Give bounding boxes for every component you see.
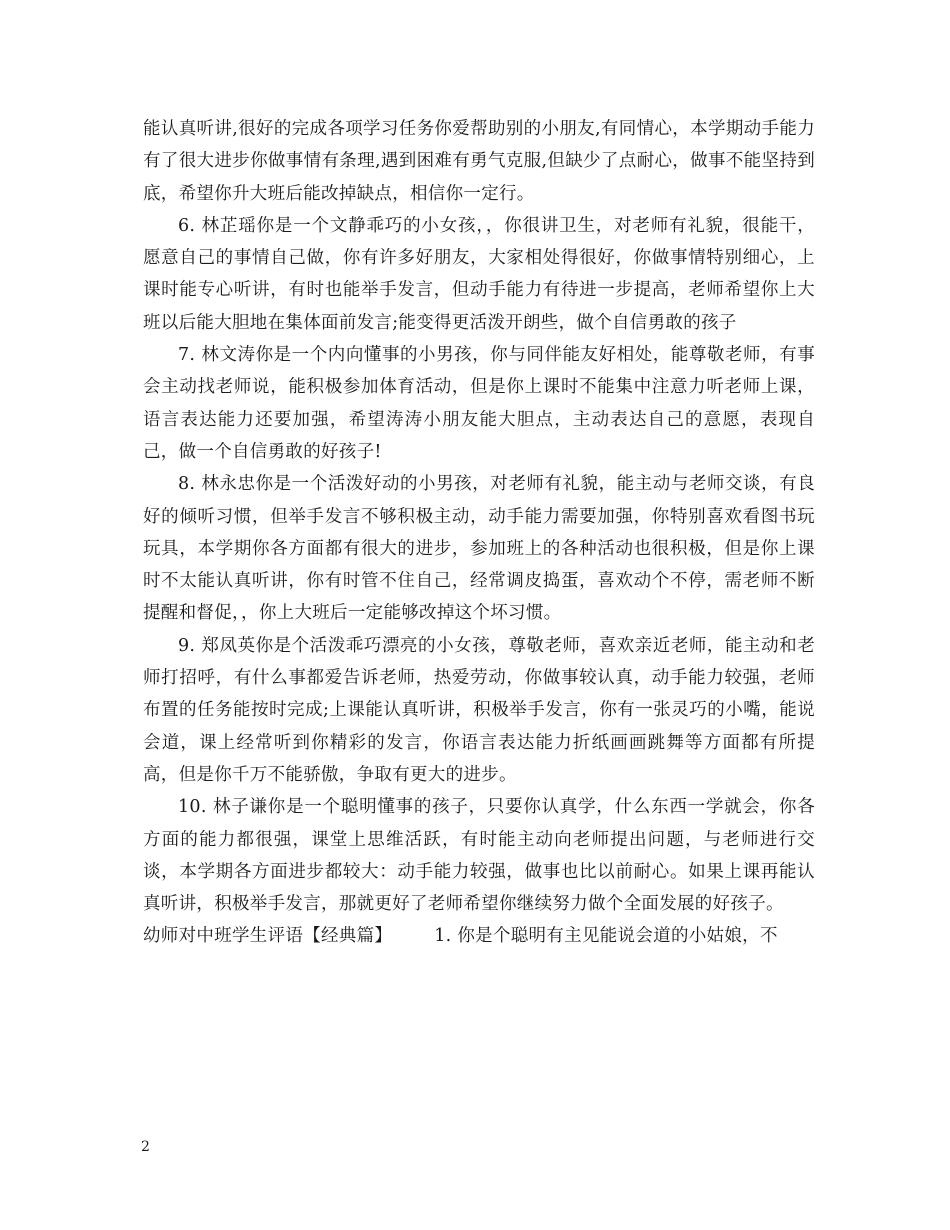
paragraph: 6. 林芷瑶你是一个文静乖巧的小女孩，，你很讲卫生，对老师有礼貌，很能干，愿意自己的事情自己做，你有许多好朋友，大家相处得很好，你做事情特别细心，上课时能专心听讲，有时也能举手发言，但动手能力有待进一步提高，老师希望你上大班以后能大胆地在集体面前发言;能变得更活泼开朗些，做个自信勇敢的孩子 (143, 215, 815, 333)
paragraph: 8. 林永忠你是一个活泼好动的小男孩，对老师有礼貌，能主动与老师交谈，有良好的倾听习惯，但举手发言不够积极主动，动手能力需要加强，你特别喜欢看图书玩玩具，本学期你各方面都有很大的进步，参加班上的各种活动也很积极，但是你上课时不太能认真听讲，你有时管不住自己，经常调皮捣蛋，喜欢动个不停，需老师不断提醒和督促，，你上大班后一定能够改掉这个坏习惯。 (143, 474, 815, 624)
paragraph: 10. 林子谦你是一个聪明懂事的孩子，只要你认真学，什么东西一学就会，你各方面的能力都很强，课堂上思维活跃，有时能主动向老师提出问题，与老师进行交谈，本学期各方面进步都较大：动手能力较强，做事也比以前耐心。如果上课再能认真听讲，积极举手发言，那就更好了老师希望你继续努力做个全面发展的好孩子。 (143, 797, 815, 915)
paragraph: 7. 林文涛你是一个内向懂事的小男孩，你与同伴能友好相处，能尊敬老师，有事会主动找老师说，能积极参加体育活动，但是你上课时不能集中注意力听老师上课，语言表达能力还要加强，希望涛涛小朋友能大胆点，主动表达自己的意愿，表现自己，做一个自信勇敢的好孩子! (143, 345, 815, 462)
document-body (143, 113, 815, 953)
section-heading-line (143, 920, 815, 952)
section-title: 幼师对中班学生评语【经典篇】 (143, 926, 393, 947)
page-number: 2 (141, 1139, 150, 1155)
paragraph: 9. 郑凤英你是个活泼乖巧漂亮的小女孩，尊敬老师，喜欢亲近老师，能主动和老师打招呼，有什么事都爱告诉老师，热爱劳动，你做事较认真，动手能力较强，老师布置的任务能按时完成;上课能认真听讲，积极举手发言，你有一张灵巧的小嘴，能说会道，课上经常听到你精彩的发言，你语言表达能力折纸画画跳舞等方面都有所提高，但是你千万不能骄傲，争取有更大的进步。 (143, 635, 815, 785)
section-first-item: 1. 你是个聪明有主见能说会道的小姑娘，不 (434, 926, 778, 947)
paragraph: 能认真听讲,很好的完成各项学习任务你爱帮助别的小朋友,有同情心，本学期动手能力有了很大进步你做事情有条理,遇到困难有勇气克服,但缺少了点耐心，做事不能坚持到底，希望你升大班后能改掉缺点，相信你一定行。 (143, 119, 815, 204)
